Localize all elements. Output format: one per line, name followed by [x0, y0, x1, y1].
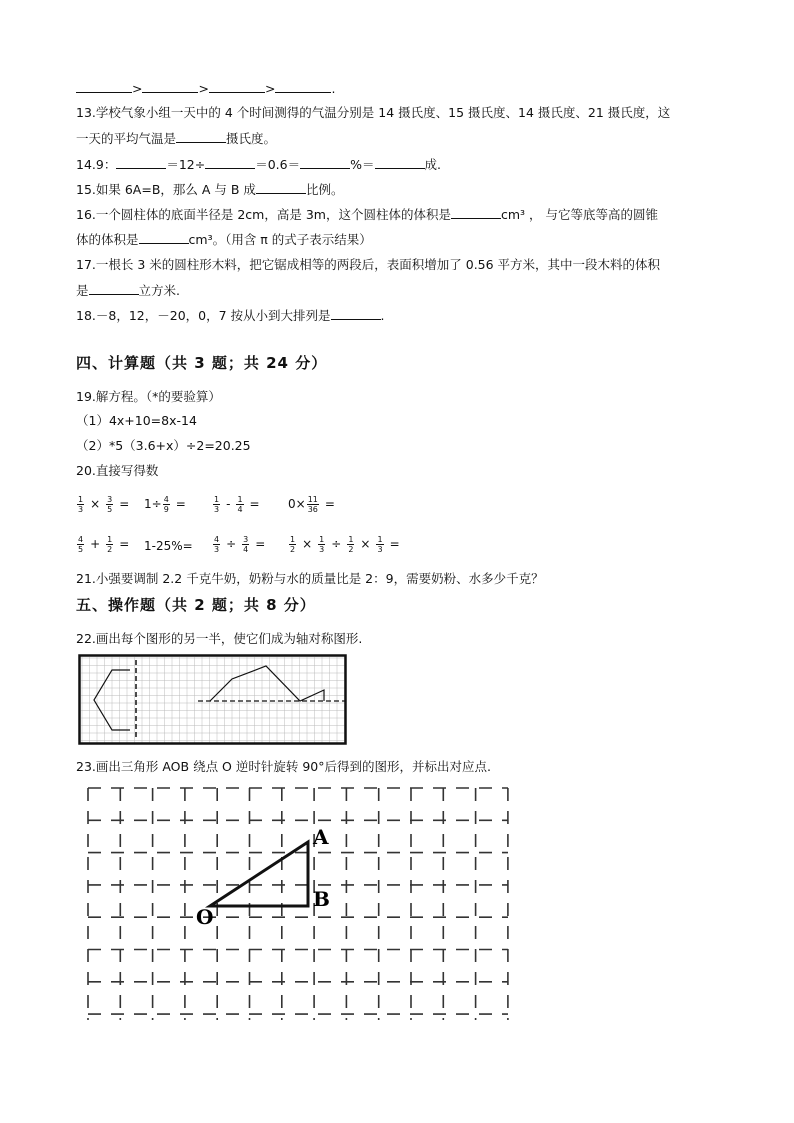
q14: 14.9： ＝12÷ ＝0.6＝ %＝ 成.: [76, 157, 441, 172]
answer-blank[interactable]: [451, 205, 501, 219]
q20-item-r1-a: $\frac{1}{3}$ × $\frac{3}{5}$ =: [78, 495, 130, 514]
section-heading-operation: 五、操作题（共 2 题；共 8 分）: [76, 596, 316, 614]
q13-line2: 一天的平均气温是 摄氏度。: [76, 131, 277, 146]
answer-blank[interactable]: [375, 155, 425, 169]
answer-blank[interactable]: [205, 155, 255, 169]
q22-title: 22.画出每个图形的另一半，使它们成为轴对称图形.: [76, 631, 363, 646]
label-A: A: [313, 825, 329, 849]
label-B: B: [313, 887, 330, 911]
q19-title: 19.解方程。（*的要验算）: [76, 389, 221, 404]
label-O: O: [196, 905, 214, 929]
q17-line2: 是 立方米.: [76, 283, 180, 298]
answer-blank[interactable]: [256, 180, 306, 194]
q23-title: 23.画出三角形 AOB 绕点 O 逆时针旋转 90°后得到的图形，并标出对应点.: [76, 759, 491, 774]
answer-blank[interactable]: [89, 281, 139, 295]
q22-grid-figure[interactable]: [78, 654, 348, 746]
q19-equation-1: （1）4x+10=8x-14: [76, 413, 197, 428]
q16-line1: 16.一个圆柱体的底面半径是 2cm，高是 3m，这个圆柱体的体积是 cm³ ， 与它等底等高的圆锥: [76, 207, 658, 222]
q19-equation-2: （2）*5（3.6+x）÷2=20.25: [76, 438, 251, 453]
q17-line1: 17.一根长 3 米的圆柱形木料，把它锯成相等的两段后，表面积增加了 0.56 平方米，其中一段木料的体积: [76, 257, 661, 272]
q12-tail: > > > .: [76, 79, 335, 98]
section-heading-calculation: 四、计算题（共 3 题；共 24 分）: [76, 354, 328, 372]
q20-item-r2-b: 1-25%=: [144, 539, 193, 553]
answer-blank[interactable]: [76, 79, 132, 93]
answer-blank[interactable]: [209, 79, 265, 93]
q20-item-r1-b: 1÷ $\frac{4}{9}$ =: [144, 495, 186, 514]
q18: 18.－8，12，－20，0，7 按从小到大排列是 .: [76, 308, 385, 323]
answer-blank[interactable]: [116, 155, 166, 169]
q15: 15.如果 6A=B，那么 A 与 B 成 比例。: [76, 182, 344, 197]
q21: 21.小强要调制 2.2 千克牛奶，奶粉与水的质量比是 2：9，需要奶粉、水多少千克？: [76, 571, 544, 586]
q13-line1: 13.学校气象小组一天中的 4 个时间测得的气温分别是 14 摄氏度、15 摄氏度、14 摄氏度、21 摄氏度，这: [76, 105, 671, 120]
q20-item-r1-c: $\frac{1}{3}$ - $\frac{1}{4}$ =: [214, 495, 260, 514]
q20-item-r2-a: $\frac{4}{5}$ + $\frac{1}{2}$ =: [78, 535, 130, 554]
answer-blank[interactable]: [176, 129, 226, 143]
triangle-AOB: [210, 842, 308, 906]
q16-line2: 体的体积是 cm³。（用含 π 的式子表示结果）: [76, 232, 372, 247]
q20-item-r2-d: $\frac{1}{2}$ × $\frac{1}{3}$ ÷ $\frac{1}{2}$ × $\frac{1}{3}$ =: [290, 535, 400, 554]
answer-blank[interactable]: [300, 155, 350, 169]
q20-item-r1-d: 0× $\frac{11}{36}$ =: [288, 495, 335, 514]
q20-title: 20.直接写得数: [76, 463, 159, 478]
q23-grid-figure[interactable]: [80, 782, 510, 1027]
q20-item-r2-c: $\frac{4}{3}$ ÷ $\frac{3}{4}$ =: [214, 535, 266, 554]
answer-blank[interactable]: [331, 306, 381, 320]
answer-blank[interactable]: [139, 230, 189, 244]
answer-blank[interactable]: [275, 79, 331, 93]
answer-blank[interactable]: [142, 79, 198, 93]
